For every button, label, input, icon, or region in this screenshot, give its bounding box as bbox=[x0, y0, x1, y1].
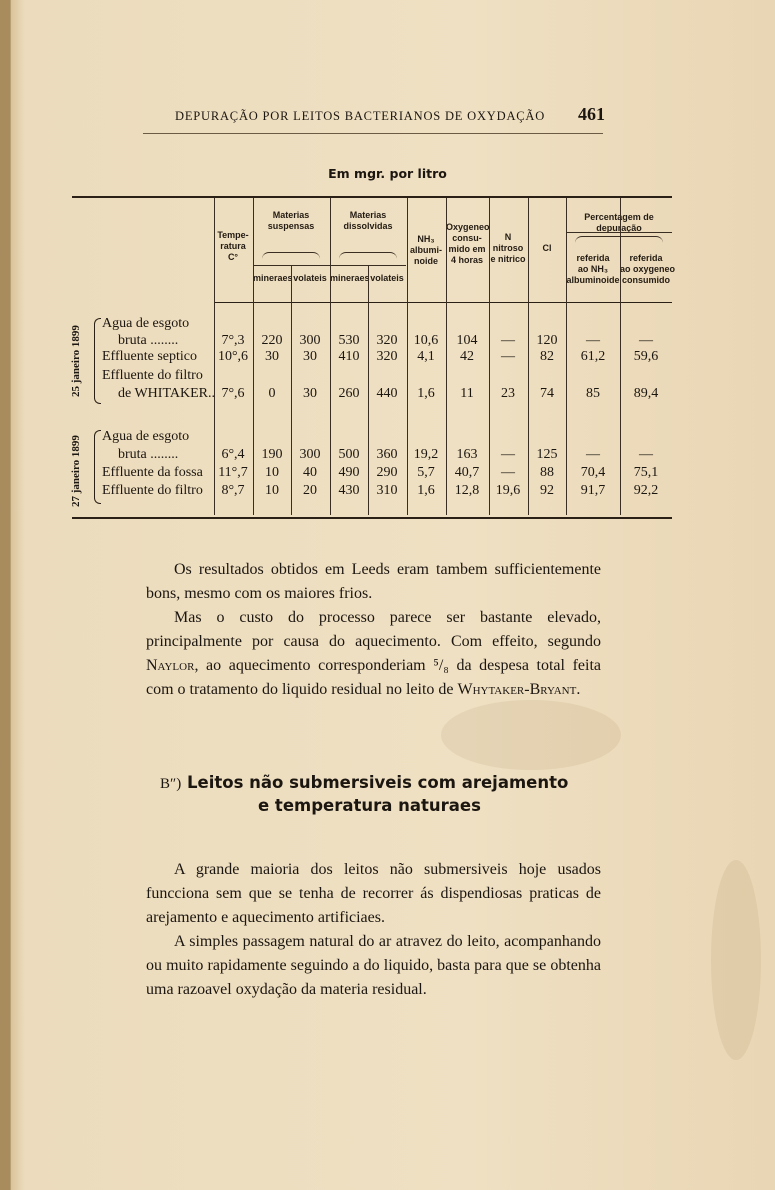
table-cell-p1: 70,4 bbox=[580, 465, 606, 480]
table-cell-dv: 440 bbox=[376, 386, 398, 401]
table-cell-p2: — bbox=[639, 447, 653, 462]
col-n: N nitroso e nitrico bbox=[490, 232, 526, 264]
table-cell-oxy: 42 bbox=[460, 349, 474, 364]
table-cell-cl: 125 bbox=[536, 447, 558, 462]
table-cell-p2: 59,6 bbox=[633, 349, 659, 364]
table-cell-p1: 91,7 bbox=[580, 483, 606, 498]
table-caption: Em mgr. por litro bbox=[328, 166, 447, 181]
text: . bbox=[576, 681, 581, 698]
table-cell-temp: 6°,4 bbox=[221, 447, 245, 462]
table-cell-nh3: 4,1 bbox=[417, 349, 435, 364]
table-cell-oxy: 163 bbox=[456, 447, 478, 462]
table-cell-cl: 88 bbox=[540, 465, 554, 480]
table-cell-p1: — bbox=[586, 333, 600, 348]
paragraph-4-text: A simples passagem natural do ar atravez do leito, acompanhando ou muito rapidamente seguindo a do liquido, basta para que se obtenha uma razoavel oxydação da materia residual. bbox=[146, 933, 601, 998]
table-cell-temp: 8°,7 bbox=[221, 483, 245, 498]
paragraph-1-text: Os resultados obtidos em Leeds eram tambem sufficientemente bons, mesmo com os maiores frios. bbox=[146, 561, 601, 602]
table-cell-p2: 89,4 bbox=[633, 386, 659, 401]
col-temperature: Tempe- ratura C° bbox=[217, 230, 249, 262]
table-cell-sm: 10 bbox=[265, 483, 279, 498]
table-cell-sv: 20 bbox=[303, 483, 317, 498]
table-cell-sm: 0 bbox=[268, 386, 276, 401]
table-cell-cl: 74 bbox=[540, 386, 554, 401]
table-cell-nh3: 1,6 bbox=[417, 386, 435, 401]
brace bbox=[339, 252, 397, 259]
paragraph-3-text: A grande maioria dos leitos não submersiveis hoje usados funcciona sem que se tenha de recorrer ás dispendiosas praticas de arejamento e aquecimento artificiaes. bbox=[146, 861, 601, 926]
text: , ao aquecimento corresponderiam bbox=[194, 657, 426, 674]
table-cell-n: — bbox=[501, 333, 515, 348]
table-cell-sm: 220 bbox=[261, 333, 283, 348]
table-cell-p1: 61,2 bbox=[580, 349, 606, 364]
table-top-rule bbox=[72, 196, 672, 198]
table-cell-n: 19,6 bbox=[495, 483, 521, 498]
page-number: 461 bbox=[578, 104, 605, 124]
paper-stain bbox=[711, 860, 761, 1060]
table-cell-n: 23 bbox=[501, 386, 515, 401]
table-cell-nh3: 19,2 bbox=[413, 447, 439, 462]
table-cell-sm: 30 bbox=[265, 349, 279, 364]
col-oxygeneo: Oxygeneo consu- mido em 4 horas bbox=[446, 222, 490, 265]
group-bracket-2 bbox=[94, 430, 101, 504]
row-label: Agua de esgoto bbox=[102, 316, 190, 331]
row-label: Effluente da fossa bbox=[102, 465, 203, 480]
row-label: Agua de esgoto bbox=[102, 429, 190, 444]
col-nh3: NH₃ albumi- noide bbox=[409, 234, 442, 266]
table-cell-p2: — bbox=[639, 333, 653, 348]
header-rule bbox=[143, 133, 603, 134]
table-cell-sm: 190 bbox=[261, 447, 283, 462]
table-cell-dm: 260 bbox=[338, 386, 360, 401]
table-cell-oxy: 11 bbox=[460, 386, 474, 401]
table-cell-sv: 30 bbox=[303, 349, 317, 364]
row-label: de WHITAKER.. bbox=[118, 386, 215, 401]
row-label: bruta ........ bbox=[118, 333, 179, 348]
table-cell-temp: 10°,6 bbox=[217, 349, 249, 364]
table-cell-p1: 85 bbox=[586, 386, 600, 401]
fraction: ⁵/₈ bbox=[433, 657, 449, 674]
table-cell-p2: 92,2 bbox=[633, 483, 659, 498]
table-cell-sm: 10 bbox=[265, 465, 279, 480]
table-cell-temp: 7°,6 bbox=[221, 386, 245, 401]
text: da despesa total feita com o tratamento do liquido residual no leito de bbox=[146, 657, 601, 698]
group-bracket-1 bbox=[94, 318, 101, 404]
row-label: Effluente do filtro bbox=[102, 483, 203, 498]
paper-stain bbox=[441, 700, 621, 770]
table-cell-n: — bbox=[501, 447, 515, 462]
table-cell-n: — bbox=[501, 465, 515, 480]
paragraph-2 bbox=[146, 606, 601, 702]
col-sus-mineraes: mineraes bbox=[253, 273, 293, 283]
section-title-line-1: Leitos não submersiveis com arejamento bbox=[187, 773, 569, 792]
col-ref-oxy: referida ao oxygeneo consumido bbox=[620, 253, 676, 285]
table-cell-sv: 40 bbox=[303, 465, 317, 480]
text: Mas o custo do processo parece ser bastante elevado, principalmente por causa do aquecimento. Com effeito, segundo bbox=[146, 609, 601, 650]
table-cell-nh3: 10,6 bbox=[413, 333, 439, 348]
section-title-line-2: e temperatura naturaes bbox=[258, 796, 481, 815]
table-cell-dm: 490 bbox=[338, 465, 360, 480]
col-percentagem: Percentagem de depuração bbox=[584, 212, 654, 233]
table-cell-temp: 11°,7 bbox=[218, 465, 248, 480]
section-prefix: B″) bbox=[160, 776, 182, 792]
col-dis-volateis: volateis bbox=[370, 273, 404, 283]
table-cell-dv: 310 bbox=[376, 483, 398, 498]
paragraph-3 bbox=[146, 858, 601, 930]
brace bbox=[262, 252, 320, 259]
row-label: bruta ........ bbox=[118, 447, 179, 462]
subheader-rule bbox=[566, 232, 672, 233]
table-cell-dm: 530 bbox=[338, 333, 360, 348]
table-cell-oxy: 104 bbox=[456, 333, 478, 348]
col-cl: Cl bbox=[542, 243, 552, 253]
paragraph-4 bbox=[146, 930, 601, 1002]
table-cell-sv: 30 bbox=[303, 386, 317, 401]
table-cell-dv: 320 bbox=[376, 349, 398, 364]
row-label: Effluente septico bbox=[102, 349, 197, 364]
table-cell-dm: 410 bbox=[338, 349, 360, 364]
col-materias-dissolvidas: Materias dissolvidas bbox=[343, 210, 393, 231]
col-sus-volateis: volateis bbox=[293, 273, 327, 283]
table-cell-cl: 120 bbox=[536, 333, 558, 348]
table-cell-p1: — bbox=[586, 447, 600, 462]
table-cell-p2: 75,1 bbox=[633, 465, 659, 480]
col-dis-mineraes: mineraes bbox=[330, 273, 370, 283]
table-cell-nh3: 5,7 bbox=[417, 465, 435, 480]
col-ref-nh3: referida ao NH₃ albuminoide bbox=[566, 253, 620, 285]
table-cell-cl: 92 bbox=[540, 483, 554, 498]
table-cell-oxy: 40,7 bbox=[454, 465, 480, 480]
table-cell-oxy: 12,8 bbox=[454, 483, 480, 498]
table-header-rule bbox=[214, 302, 672, 303]
paragraph-1 bbox=[146, 558, 601, 606]
table-cell-sv: 300 bbox=[299, 447, 321, 462]
table-cell-dv: 360 bbox=[376, 447, 398, 462]
author-naylor: Naylor bbox=[146, 657, 195, 674]
table-cell-nh3: 1,6 bbox=[417, 483, 435, 498]
table-bottom-rule bbox=[72, 517, 672, 519]
table-cell-temp: 7°,3 bbox=[221, 333, 245, 348]
section-heading bbox=[160, 772, 600, 817]
author-whytaker-bryant: Whytaker-Bryant bbox=[457, 681, 577, 698]
table-cell-dm: 430 bbox=[338, 483, 360, 498]
brace bbox=[575, 236, 663, 243]
table-cell-cl: 82 bbox=[540, 349, 554, 364]
paragraph-2-text bbox=[146, 606, 601, 702]
running-title: DEPURAÇÃO POR LEITOS BACTERIANOS DE OXYDAÇÃO bbox=[175, 109, 546, 123]
table-cell-dv: 290 bbox=[376, 465, 398, 480]
table-cell-dv: 320 bbox=[376, 333, 398, 348]
group-date-1: 25 janeiro 1899 bbox=[70, 325, 82, 397]
running-header bbox=[175, 104, 605, 125]
table-cell-dm: 500 bbox=[338, 447, 360, 462]
col-materias-suspensas: Materias suspensas bbox=[267, 210, 315, 231]
table-cell-sv: 300 bbox=[299, 333, 321, 348]
table-cell-n: — bbox=[501, 349, 515, 364]
group-date-2: 27 janeiro 1899 bbox=[70, 435, 82, 507]
row-label: Effluente do filtro bbox=[102, 368, 203, 383]
